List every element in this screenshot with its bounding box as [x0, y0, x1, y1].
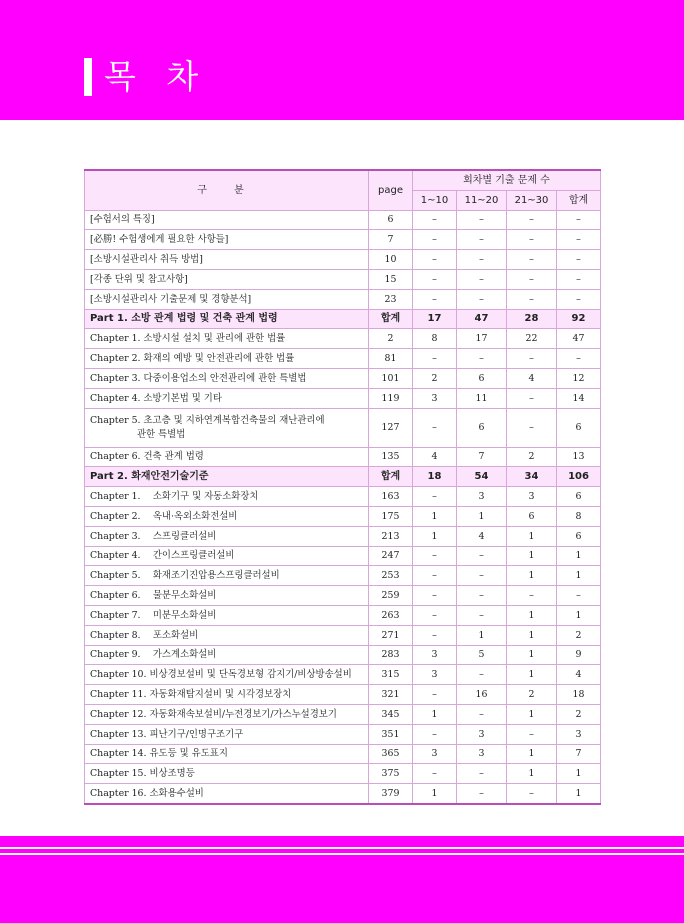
row-value: –: [413, 685, 457, 705]
row-value: –: [413, 230, 457, 250]
part-value: 106: [557, 467, 601, 487]
row-value: 11: [457, 388, 507, 408]
row-value: 3: [557, 724, 601, 744]
row-label: Chapter 16. 소화용수설비: [85, 784, 369, 804]
row-value: 13: [557, 447, 601, 467]
row-label: Chapter 5. 화재조기진압용스프링클러설비: [85, 566, 369, 586]
row-page: 247: [369, 546, 413, 566]
row-label: Chapter 4. 간이스프링클러설비: [85, 546, 369, 566]
row-label: Chapter 10. 비상경보설비 및 단독경보형 감지기/비상방송설비: [85, 665, 369, 685]
row-page: 365: [369, 744, 413, 764]
table-row: [85, 784, 601, 804]
row-value: 1: [507, 526, 557, 546]
table-row: [85, 724, 601, 744]
row-label: [必勝! 수험생에게 필요한 사항들]: [85, 230, 369, 250]
table-row: [85, 704, 601, 724]
row-value: 18: [557, 685, 601, 705]
row-value: 1: [507, 645, 557, 665]
row-page: 6: [369, 210, 413, 230]
title-accent-bar: [84, 58, 92, 96]
row-value: –: [457, 586, 507, 606]
row-value: 1: [507, 605, 557, 625]
row-value: –: [457, 230, 507, 250]
table-row: [85, 408, 601, 447]
row-value: –: [507, 408, 557, 447]
row-page: 101: [369, 368, 413, 388]
row-value: –: [507, 210, 557, 230]
header-exam-count: 회차별 기출 문제 수: [413, 170, 601, 190]
header-section: 구 분: [85, 170, 369, 210]
row-value: –: [413, 408, 457, 447]
row-label: [수험서의 특징]: [85, 210, 369, 230]
row-value: –: [457, 605, 507, 625]
header-col-1-10: 1~10: [413, 190, 457, 210]
row-page: 259: [369, 586, 413, 606]
table-row: [85, 368, 601, 388]
row-value: 5: [457, 645, 507, 665]
row-value: –: [507, 230, 557, 250]
row-value: 3: [457, 744, 507, 764]
row-value: –: [413, 487, 457, 507]
row-value: –: [557, 250, 601, 270]
table-row: [85, 744, 601, 764]
contents-table: [84, 169, 601, 805]
row-value: –: [557, 230, 601, 250]
row-page: 15: [369, 269, 413, 289]
row-value: 1: [413, 784, 457, 804]
row-value: 1: [413, 506, 457, 526]
row-page: 163: [369, 487, 413, 507]
row-value: –: [457, 566, 507, 586]
row-page: 263: [369, 605, 413, 625]
row-value: –: [507, 349, 557, 369]
part-value: 54: [457, 467, 507, 487]
row-value: –: [457, 784, 507, 804]
row-value: –: [413, 724, 457, 744]
row-value: 8: [413, 329, 457, 349]
row-value: –: [457, 665, 507, 685]
row-label: Chapter 2. 옥내·옥외소화전설비: [85, 506, 369, 526]
page-footer: [0, 836, 684, 923]
table-row: [85, 349, 601, 369]
row-label: Chapter 13. 피난기구/인명구조기구: [85, 724, 369, 744]
row-value: 1: [413, 526, 457, 546]
row-value: 2: [557, 625, 601, 645]
row-value: 1: [557, 605, 601, 625]
row-value: 1: [507, 546, 557, 566]
row-page: 23: [369, 289, 413, 309]
table-row: [85, 250, 601, 270]
row-value: 6: [507, 506, 557, 526]
header-col-total: 합계: [557, 190, 601, 210]
row-value: 2: [413, 368, 457, 388]
row-value: –: [457, 704, 507, 724]
part-value: 92: [557, 309, 601, 329]
table-row: [85, 447, 601, 467]
part-value: 18: [413, 467, 457, 487]
row-value: 1: [557, 546, 601, 566]
row-label-line2: 관한 특별법: [137, 428, 186, 440]
row-value: 9: [557, 645, 601, 665]
row-value: 12: [557, 368, 601, 388]
footer-stripe: [0, 847, 684, 849]
page-title: 목 차: [104, 57, 209, 96]
row-label: Chapter 8. 포소화설비: [85, 625, 369, 645]
row-label: Chapter 1. 소화기구 및 자동소화장치: [85, 487, 369, 507]
row-value: 3: [457, 724, 507, 744]
row-value: 6: [557, 526, 601, 546]
row-value: 1: [507, 704, 557, 724]
row-value: –: [413, 625, 457, 645]
row-value: 2: [557, 704, 601, 724]
row-label: Chapter 6. 건축 관계 법령: [85, 447, 369, 467]
table-row: [85, 487, 601, 507]
row-value: –: [457, 269, 507, 289]
header-page: page: [369, 170, 413, 210]
row-page: 175: [369, 506, 413, 526]
row-page: 127: [369, 408, 413, 447]
row-value: 14: [557, 388, 601, 408]
part-value: 28: [507, 309, 557, 329]
row-value: 47: [557, 329, 601, 349]
row-value: 4: [507, 368, 557, 388]
row-value: 1: [457, 506, 507, 526]
part-row: [85, 467, 601, 487]
row-value: –: [457, 349, 507, 369]
row-value: 3: [413, 744, 457, 764]
row-value: –: [557, 586, 601, 606]
row-label: Chapter 3. 다중이용업소의 안전관리에 관한 특별법: [85, 368, 369, 388]
part-row: [85, 309, 601, 329]
row-value: 16: [457, 685, 507, 705]
row-page: 81: [369, 349, 413, 369]
table-row: [85, 210, 601, 230]
row-value: –: [557, 349, 601, 369]
table-row: [85, 586, 601, 606]
row-value: 4: [413, 447, 457, 467]
row-value: 6: [557, 408, 601, 447]
part-label: Part 1. 소방 관계 법령 및 건축 관계 법령: [85, 309, 369, 329]
row-page: 7: [369, 230, 413, 250]
row-value: 17: [457, 329, 507, 349]
row-label: Chapter 6. 물분무소화설비: [85, 586, 369, 606]
row-page: 213: [369, 526, 413, 546]
table-row: [85, 230, 601, 250]
row-value: 1: [557, 566, 601, 586]
row-label: Chapter 9. 가스계소화설비: [85, 645, 369, 665]
row-label: Chapter 11. 자동화재탐지설비 및 시각경보장치: [85, 685, 369, 705]
row-page: 2: [369, 329, 413, 349]
row-value: 3: [507, 487, 557, 507]
row-label: [소방시설관리사 기출문제 및 경향분석]: [85, 289, 369, 309]
row-page: 253: [369, 566, 413, 586]
row-value: –: [413, 605, 457, 625]
part-total-label: 합계: [369, 309, 413, 329]
row-value: –: [413, 250, 457, 270]
row-value: 1: [507, 566, 557, 586]
row-value: –: [557, 269, 601, 289]
row-label: Chapter 4. 소방기본법 및 기타: [85, 388, 369, 408]
row-label: Chapter 7. 미분무소화설비: [85, 605, 369, 625]
table-row: [85, 645, 601, 665]
row-value: 6: [457, 408, 507, 447]
row-value: –: [557, 289, 601, 309]
table-row: [85, 665, 601, 685]
table-row: [85, 289, 601, 309]
row-value: 7: [457, 447, 507, 467]
row-value: 1: [557, 784, 601, 804]
row-value: 3: [413, 645, 457, 665]
row-value: 1: [507, 744, 557, 764]
row-value: –: [557, 210, 601, 230]
row-value: 1: [457, 625, 507, 645]
table-row: [85, 764, 601, 784]
row-value: –: [413, 764, 457, 784]
row-value: 7: [557, 744, 601, 764]
header-col-21-30: 21~30: [507, 190, 557, 210]
row-label: [소방시설관리사 취득 방법]: [85, 250, 369, 270]
table-row: [85, 685, 601, 705]
row-value: 22: [507, 329, 557, 349]
row-value: 4: [457, 526, 507, 546]
row-value: 3: [457, 487, 507, 507]
row-value: –: [457, 546, 507, 566]
part-value: 17: [413, 309, 457, 329]
row-value: –: [413, 289, 457, 309]
row-value: 4: [557, 665, 601, 685]
row-value: –: [413, 586, 457, 606]
row-value: 3: [413, 388, 457, 408]
row-value: –: [413, 349, 457, 369]
row-value: 6: [457, 368, 507, 388]
row-value: –: [413, 269, 457, 289]
row-value: 2: [507, 685, 557, 705]
row-value: 8: [557, 506, 601, 526]
row-label: Chapter 12. 자동화재속보설비/누전경보기/가스누설경보기: [85, 704, 369, 724]
table-row: [85, 605, 601, 625]
table-row: [85, 546, 601, 566]
row-label: Chapter 14. 유도등 및 유도표지: [85, 744, 369, 764]
part-label: Part 2. 화재안전기술기준: [85, 467, 369, 487]
footer-stripe: [0, 853, 684, 855]
part-total-label: 합계: [369, 467, 413, 487]
row-value: –: [507, 388, 557, 408]
row-value: –: [457, 289, 507, 309]
row-label-line1: Chapter 5. 초고층 및 지하연계복합건축물의 재난관리에: [90, 414, 325, 426]
row-label: Chapter 1. 소방시설 설치 및 관리에 관한 법률: [85, 329, 369, 349]
table-row: [85, 506, 601, 526]
row-value: –: [507, 250, 557, 270]
row-page: 271: [369, 625, 413, 645]
row-label: Chapter 3. 스프링클러설비: [85, 526, 369, 546]
row-page: 315: [369, 665, 413, 685]
row-value: –: [507, 289, 557, 309]
row-value: 2: [507, 447, 557, 467]
table-row: [85, 566, 601, 586]
row-page: 283: [369, 645, 413, 665]
row-value: 3: [413, 665, 457, 685]
row-page: 135: [369, 447, 413, 467]
table-row: [85, 388, 601, 408]
table-row: [85, 269, 601, 289]
row-value: –: [457, 764, 507, 784]
row-value: –: [413, 566, 457, 586]
row-page: 321: [369, 685, 413, 705]
page-header: [0, 0, 684, 120]
row-page: 119: [369, 388, 413, 408]
row-value: 1: [507, 665, 557, 685]
row-value: 1: [413, 704, 457, 724]
part-value: 34: [507, 467, 557, 487]
table-row: [85, 329, 601, 349]
row-page: 345: [369, 704, 413, 724]
row-value: –: [457, 250, 507, 270]
row-label: Chapter 2. 화재의 예방 및 안전관리에 관한 법률: [85, 349, 369, 369]
row-page: 375: [369, 764, 413, 784]
row-label: Chapter 15. 비상조명등: [85, 764, 369, 784]
row-page: 379: [369, 784, 413, 804]
row-value: 1: [507, 764, 557, 784]
row-value: 1: [507, 625, 557, 645]
part-value: 47: [457, 309, 507, 329]
row-page: 351: [369, 724, 413, 744]
row-value: –: [507, 784, 557, 804]
row-value: –: [507, 269, 557, 289]
row-label: [85, 408, 369, 447]
table-row: [85, 526, 601, 546]
row-page: 10: [369, 250, 413, 270]
row-value: 1: [557, 764, 601, 784]
row-value: –: [457, 210, 507, 230]
table-row: [85, 625, 601, 645]
row-value: 6: [557, 487, 601, 507]
row-value: –: [507, 724, 557, 744]
row-value: –: [413, 210, 457, 230]
row-value: –: [507, 586, 557, 606]
header-col-11-20: 11~20: [457, 190, 507, 210]
row-label: [각종 단위 및 참고사항]: [85, 269, 369, 289]
row-value: –: [413, 546, 457, 566]
